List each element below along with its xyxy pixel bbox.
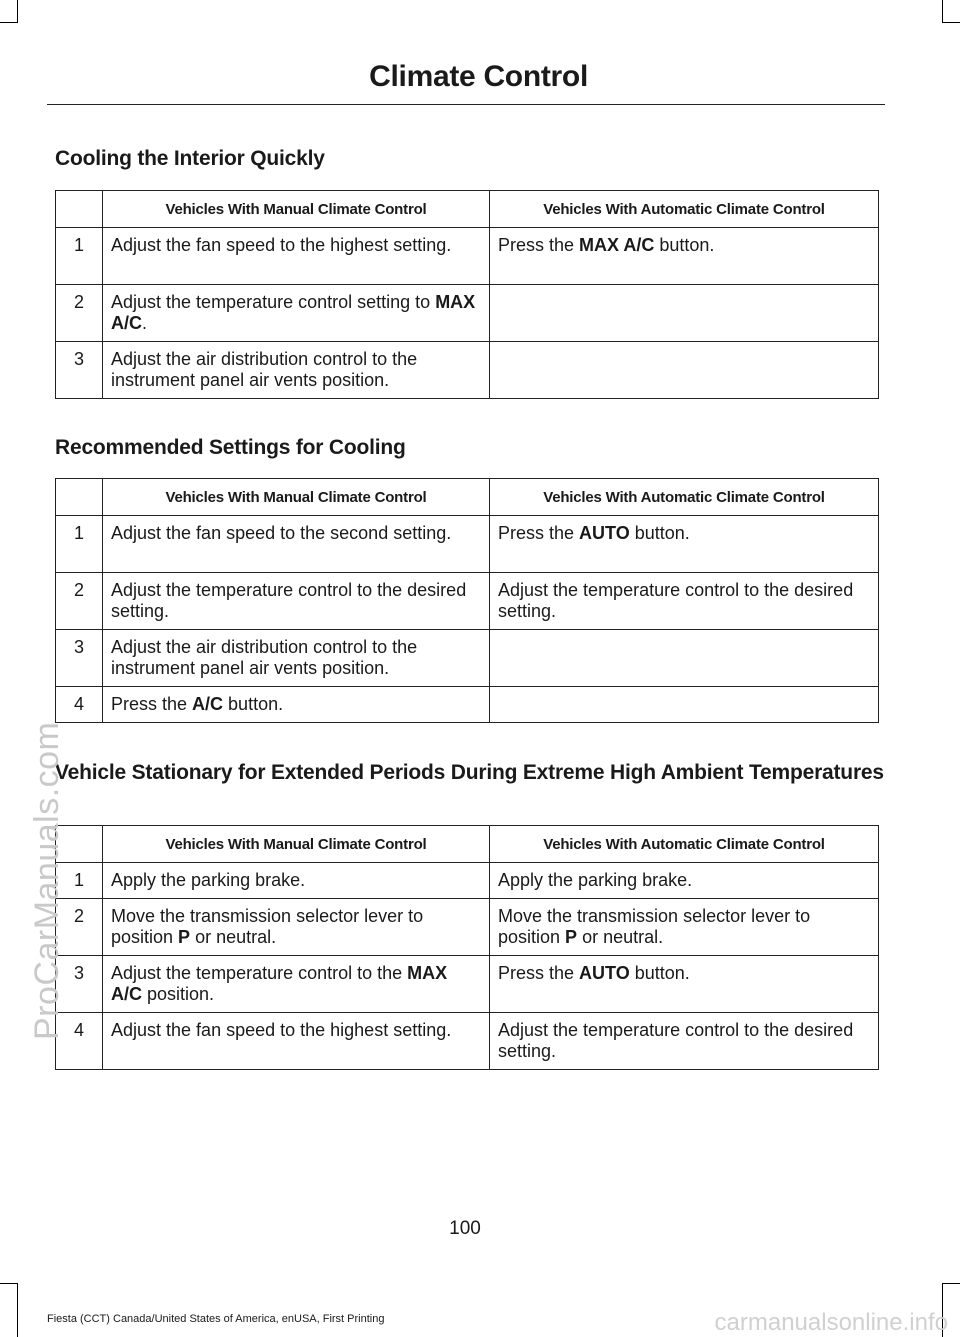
manual-step-cell xyxy=(103,228,490,285)
step-column-header xyxy=(56,191,103,228)
control-name: MAX A/C xyxy=(111,963,448,1004)
cell-text: Adjust the temperature control to the desired setting. xyxy=(498,1020,854,1061)
manual-step-cell xyxy=(103,285,490,342)
step-number: 2 xyxy=(56,573,103,630)
cell-text: button. xyxy=(629,963,690,983)
step-number: 1 xyxy=(56,863,103,899)
section-heading: Vehicle Stationary for Extended Periods During Extreme High Ambient Temperatures xyxy=(55,761,884,784)
manual-column-header: Vehicles With Manual Climate Control xyxy=(103,826,490,863)
cell-text: Press the xyxy=(498,235,580,255)
automatic-column-header: Vehicles With Automatic Climate Control xyxy=(490,191,879,228)
automatic-step-cell xyxy=(490,1013,879,1070)
automatic-step-cell xyxy=(490,516,879,573)
manual-step-cell xyxy=(103,573,490,630)
control-name: AUTO xyxy=(579,523,630,543)
automatic-step-cell xyxy=(490,956,879,1013)
steps-table xyxy=(55,478,879,723)
cell-text: Press the xyxy=(498,963,580,983)
automatic-step-cell xyxy=(490,228,879,285)
table-row xyxy=(56,516,879,573)
table-row xyxy=(56,956,879,1013)
cell-text: Adjust the temperature control to the desired setting. xyxy=(111,580,467,621)
automatic-step-cell xyxy=(490,342,879,399)
crop-mark xyxy=(0,22,18,23)
watermark: carmanualsonline.info xyxy=(714,1309,948,1336)
cell-text: button. xyxy=(654,235,715,255)
manual-step-cell xyxy=(103,342,490,399)
steps-table xyxy=(55,190,879,399)
page-title: Climate Control xyxy=(369,60,588,93)
section-heading: Recommended Settings for Cooling xyxy=(55,436,406,459)
crop-mark xyxy=(942,22,960,23)
cell-text: Adjust the temperature control to the desired setting. xyxy=(498,580,854,621)
automatic-step-cell xyxy=(490,630,879,687)
manual-column-header: Vehicles With Manual Climate Control xyxy=(103,191,490,228)
table-header-row xyxy=(56,826,879,863)
crop-mark xyxy=(0,1283,18,1284)
step-number: 2 xyxy=(56,285,103,342)
automatic-step-cell xyxy=(490,863,879,899)
control-name: P xyxy=(565,927,578,947)
cell-text: Adjust the temperature control setting to xyxy=(111,292,436,312)
table-header-row xyxy=(56,191,879,228)
table-row xyxy=(56,285,879,342)
table-row xyxy=(56,863,879,899)
footer-text: Fiesta (CCT) Canada/United States of America, enUSA, First Printing xyxy=(47,1313,385,1325)
cell-text: Move the transmission selector lever to position xyxy=(111,906,424,947)
automatic-column-header: Vehicles With Automatic Climate Control xyxy=(490,826,879,863)
step-number: 4 xyxy=(56,687,103,723)
cell-text: Adjust the temperature control to the xyxy=(111,963,408,983)
manual-step-cell xyxy=(103,687,490,723)
step-number: 2 xyxy=(56,899,103,956)
cell-text: or neutral. xyxy=(577,927,664,947)
page-number: 100 xyxy=(449,1218,481,1239)
cell-text: . xyxy=(142,313,148,333)
step-number: 3 xyxy=(56,342,103,399)
table-row xyxy=(56,573,879,630)
automatic-step-cell xyxy=(490,899,879,956)
cell-text: Adjust the air distribution control to the instrument panel air vents position. xyxy=(111,637,418,678)
cell-text: Adjust the fan speed to the second setting. xyxy=(111,523,452,543)
table-header-row xyxy=(56,479,879,516)
table-row xyxy=(56,687,879,723)
cell-text: Apply the parking brake. xyxy=(111,870,306,890)
table-row xyxy=(56,1013,879,1070)
step-number: 1 xyxy=(56,516,103,573)
watermark: ProCarManuals.com xyxy=(28,721,66,1040)
automatic-step-cell xyxy=(490,285,879,342)
control-name: P xyxy=(178,927,191,947)
automatic-column-header: Vehicles With Automatic Climate Control xyxy=(490,479,879,516)
cell-text: button. xyxy=(223,694,284,714)
control-name: A/C xyxy=(192,694,224,714)
crop-mark xyxy=(942,1283,960,1284)
control-name: MAX A/C xyxy=(111,292,476,333)
cell-text: Press the xyxy=(111,694,193,714)
table-row xyxy=(56,342,879,399)
header-divider xyxy=(47,104,885,105)
steps-table xyxy=(55,825,879,1070)
cell-text: Adjust the fan speed to the highest setting. xyxy=(111,1020,452,1040)
table-row xyxy=(56,899,879,956)
cell-text: Move the transmission selector lever to position xyxy=(498,906,811,947)
cell-text: or neutral. xyxy=(190,927,277,947)
manual-step-cell xyxy=(103,956,490,1013)
cell-text: button. xyxy=(629,523,690,543)
table-row xyxy=(56,630,879,687)
manual-step-cell xyxy=(103,899,490,956)
table-row xyxy=(56,228,879,285)
control-name: AUTO xyxy=(579,963,630,983)
step-number: 3 xyxy=(56,630,103,687)
manual-step-cell xyxy=(103,630,490,687)
step-number: 1 xyxy=(56,228,103,285)
cell-text: Adjust the air distribution control to the instrument panel air vents position. xyxy=(111,349,418,390)
cell-text: Apply the parking brake. xyxy=(498,870,693,890)
crop-mark xyxy=(17,1283,18,1337)
cell-text: position. xyxy=(142,984,215,1004)
section-heading: Cooling the Interior Quickly xyxy=(55,147,325,170)
manual-column-header: Vehicles With Manual Climate Control xyxy=(103,479,490,516)
automatic-step-cell xyxy=(490,687,879,723)
crop-mark xyxy=(17,0,18,22)
automatic-step-cell xyxy=(490,573,879,630)
manual-step-cell xyxy=(103,516,490,573)
cell-text: Press the xyxy=(498,523,580,543)
step-number: 4 xyxy=(56,1013,103,1070)
control-name: MAX A/C xyxy=(579,235,655,255)
crop-mark xyxy=(942,0,943,22)
step-number: 3 xyxy=(56,956,103,1013)
cell-text: Adjust the fan speed to the highest setting. xyxy=(111,235,452,255)
manual-step-cell xyxy=(103,1013,490,1070)
manual-step-cell xyxy=(103,863,490,899)
